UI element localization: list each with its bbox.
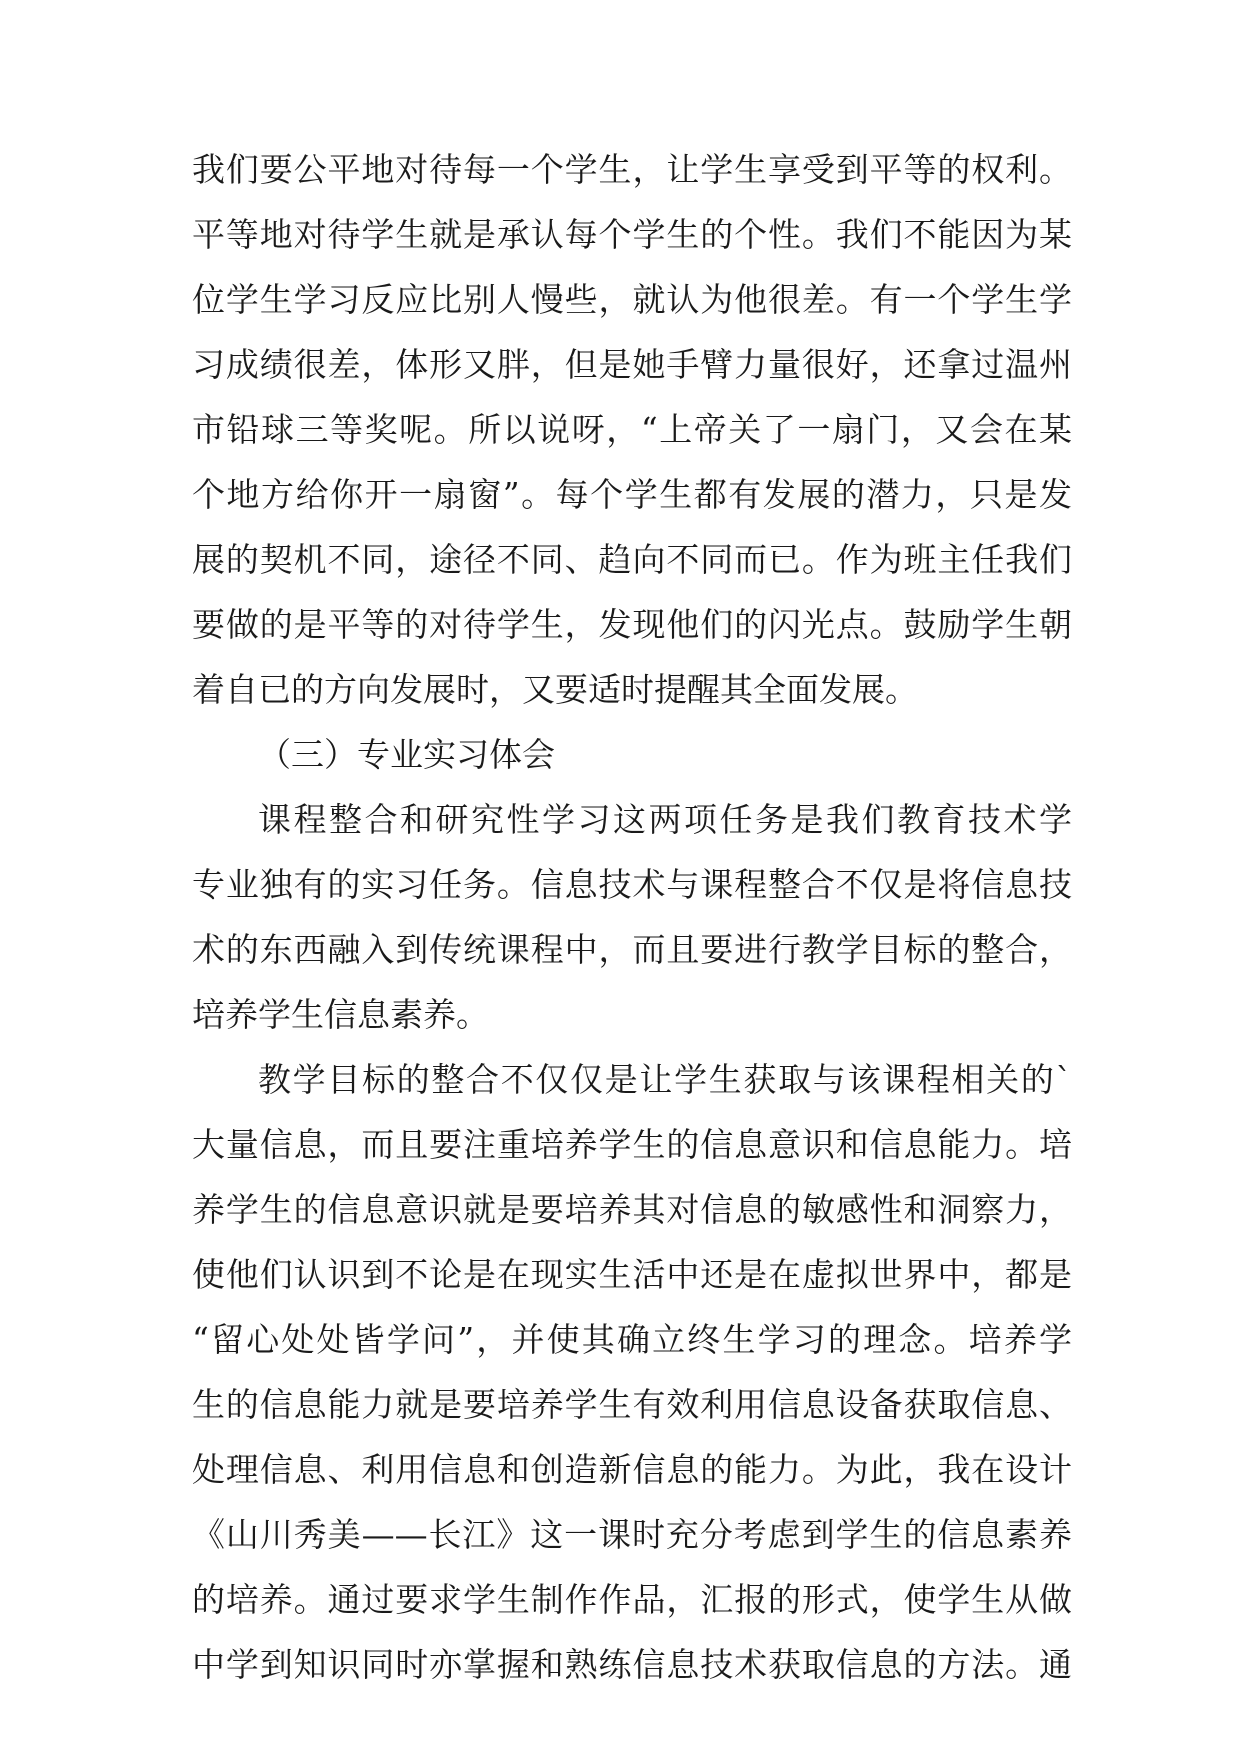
paragraph-line-14: 培养学生信息素养。 <box>192 995 489 1034</box>
paragraph-line-24: 中学到知识同时亦掌握和熟练信息技术获取信息的方法。通 <box>192 1645 1072 1684</box>
paragraph-line-23: 的培养。通过要求学生制作作品，汇报的形式，使学生从做 <box>192 1580 1072 1619</box>
paragraph-line-17: 养学生的信息意识就是要培养其对信息的敏感性和洞察力， <box>192 1190 1072 1229</box>
paragraph-line-4: 习成绩很差，体形又胖，但是她手臂力量很好，还拿过温州 <box>192 345 1072 384</box>
section-heading: （三）专业实习体会 <box>258 735 555 774</box>
paragraph-line-22: 《山川秀美——长江》这一课时充分考虑到学生的信息素养 <box>192 1515 1072 1554</box>
paragraph-line-13: 术的东西融入到传统课程中，而且要进行教学目标的整合， <box>192 930 1072 969</box>
paragraph-line-15: 教学目标的整合不仅仅是让学生获取与该课程相关的` <box>258 1060 1072 1099</box>
paragraph-line-9: 着自已的方向发展时，又要适时提醒其全面发展。 <box>192 670 918 709</box>
paragraph-line-11: 课程整合和研究性学习这两项任务是我们教育技术学 <box>258 800 1072 839</box>
paragraph-line-7: 展的契机不同，途径不同、趋向不同而已。作为班主任我们 <box>192 540 1072 579</box>
paragraph-line-5: 市铅球三等奖呢。所以说呀，“上帝关了一扇门，又会在某 <box>192 410 1072 449</box>
paragraph-line-3: 位学生学习反应比别人慢些，就认为他很差。有一个学生学 <box>192 280 1072 319</box>
paragraph-line-19: “留心处处皆学问”，并使其确立终生学习的理念。培养学 <box>192 1320 1072 1359</box>
paragraph-line-6: 个地方给你开一扇窗”。每个学生都有发展的潜力，只是发 <box>192 475 1072 514</box>
paragraph-line-8: 要做的是平等的对待学生，发现他们的闪光点。鼓励学生朝 <box>192 605 1072 644</box>
paragraph-line-1: 我们要公平地对待每一个学生，让学生享受到平等的权利。 <box>192 150 1072 189</box>
paragraph-line-20: 生的信息能力就是要培养学生有效利用信息设备获取信息、 <box>192 1385 1072 1424</box>
paragraph-line-21: 处理信息、利用信息和创造新信息的能力。为此，我在设计 <box>192 1450 1072 1489</box>
paragraph-line-18: 使他们认识到不论是在现实生活中还是在虚拟世界中，都是 <box>192 1255 1072 1294</box>
paragraph-line-12: 专业独有的实习任务。信息技术与课程整合不仅是将信息技 <box>192 865 1072 904</box>
paragraph-line-16: 大量信息，而且要注重培养学生的信息意识和信息能力。培 <box>192 1125 1072 1164</box>
paragraph-line-2: 平等地对待学生就是承认每个学生的个性。我们不能因为某 <box>192 215 1072 254</box>
